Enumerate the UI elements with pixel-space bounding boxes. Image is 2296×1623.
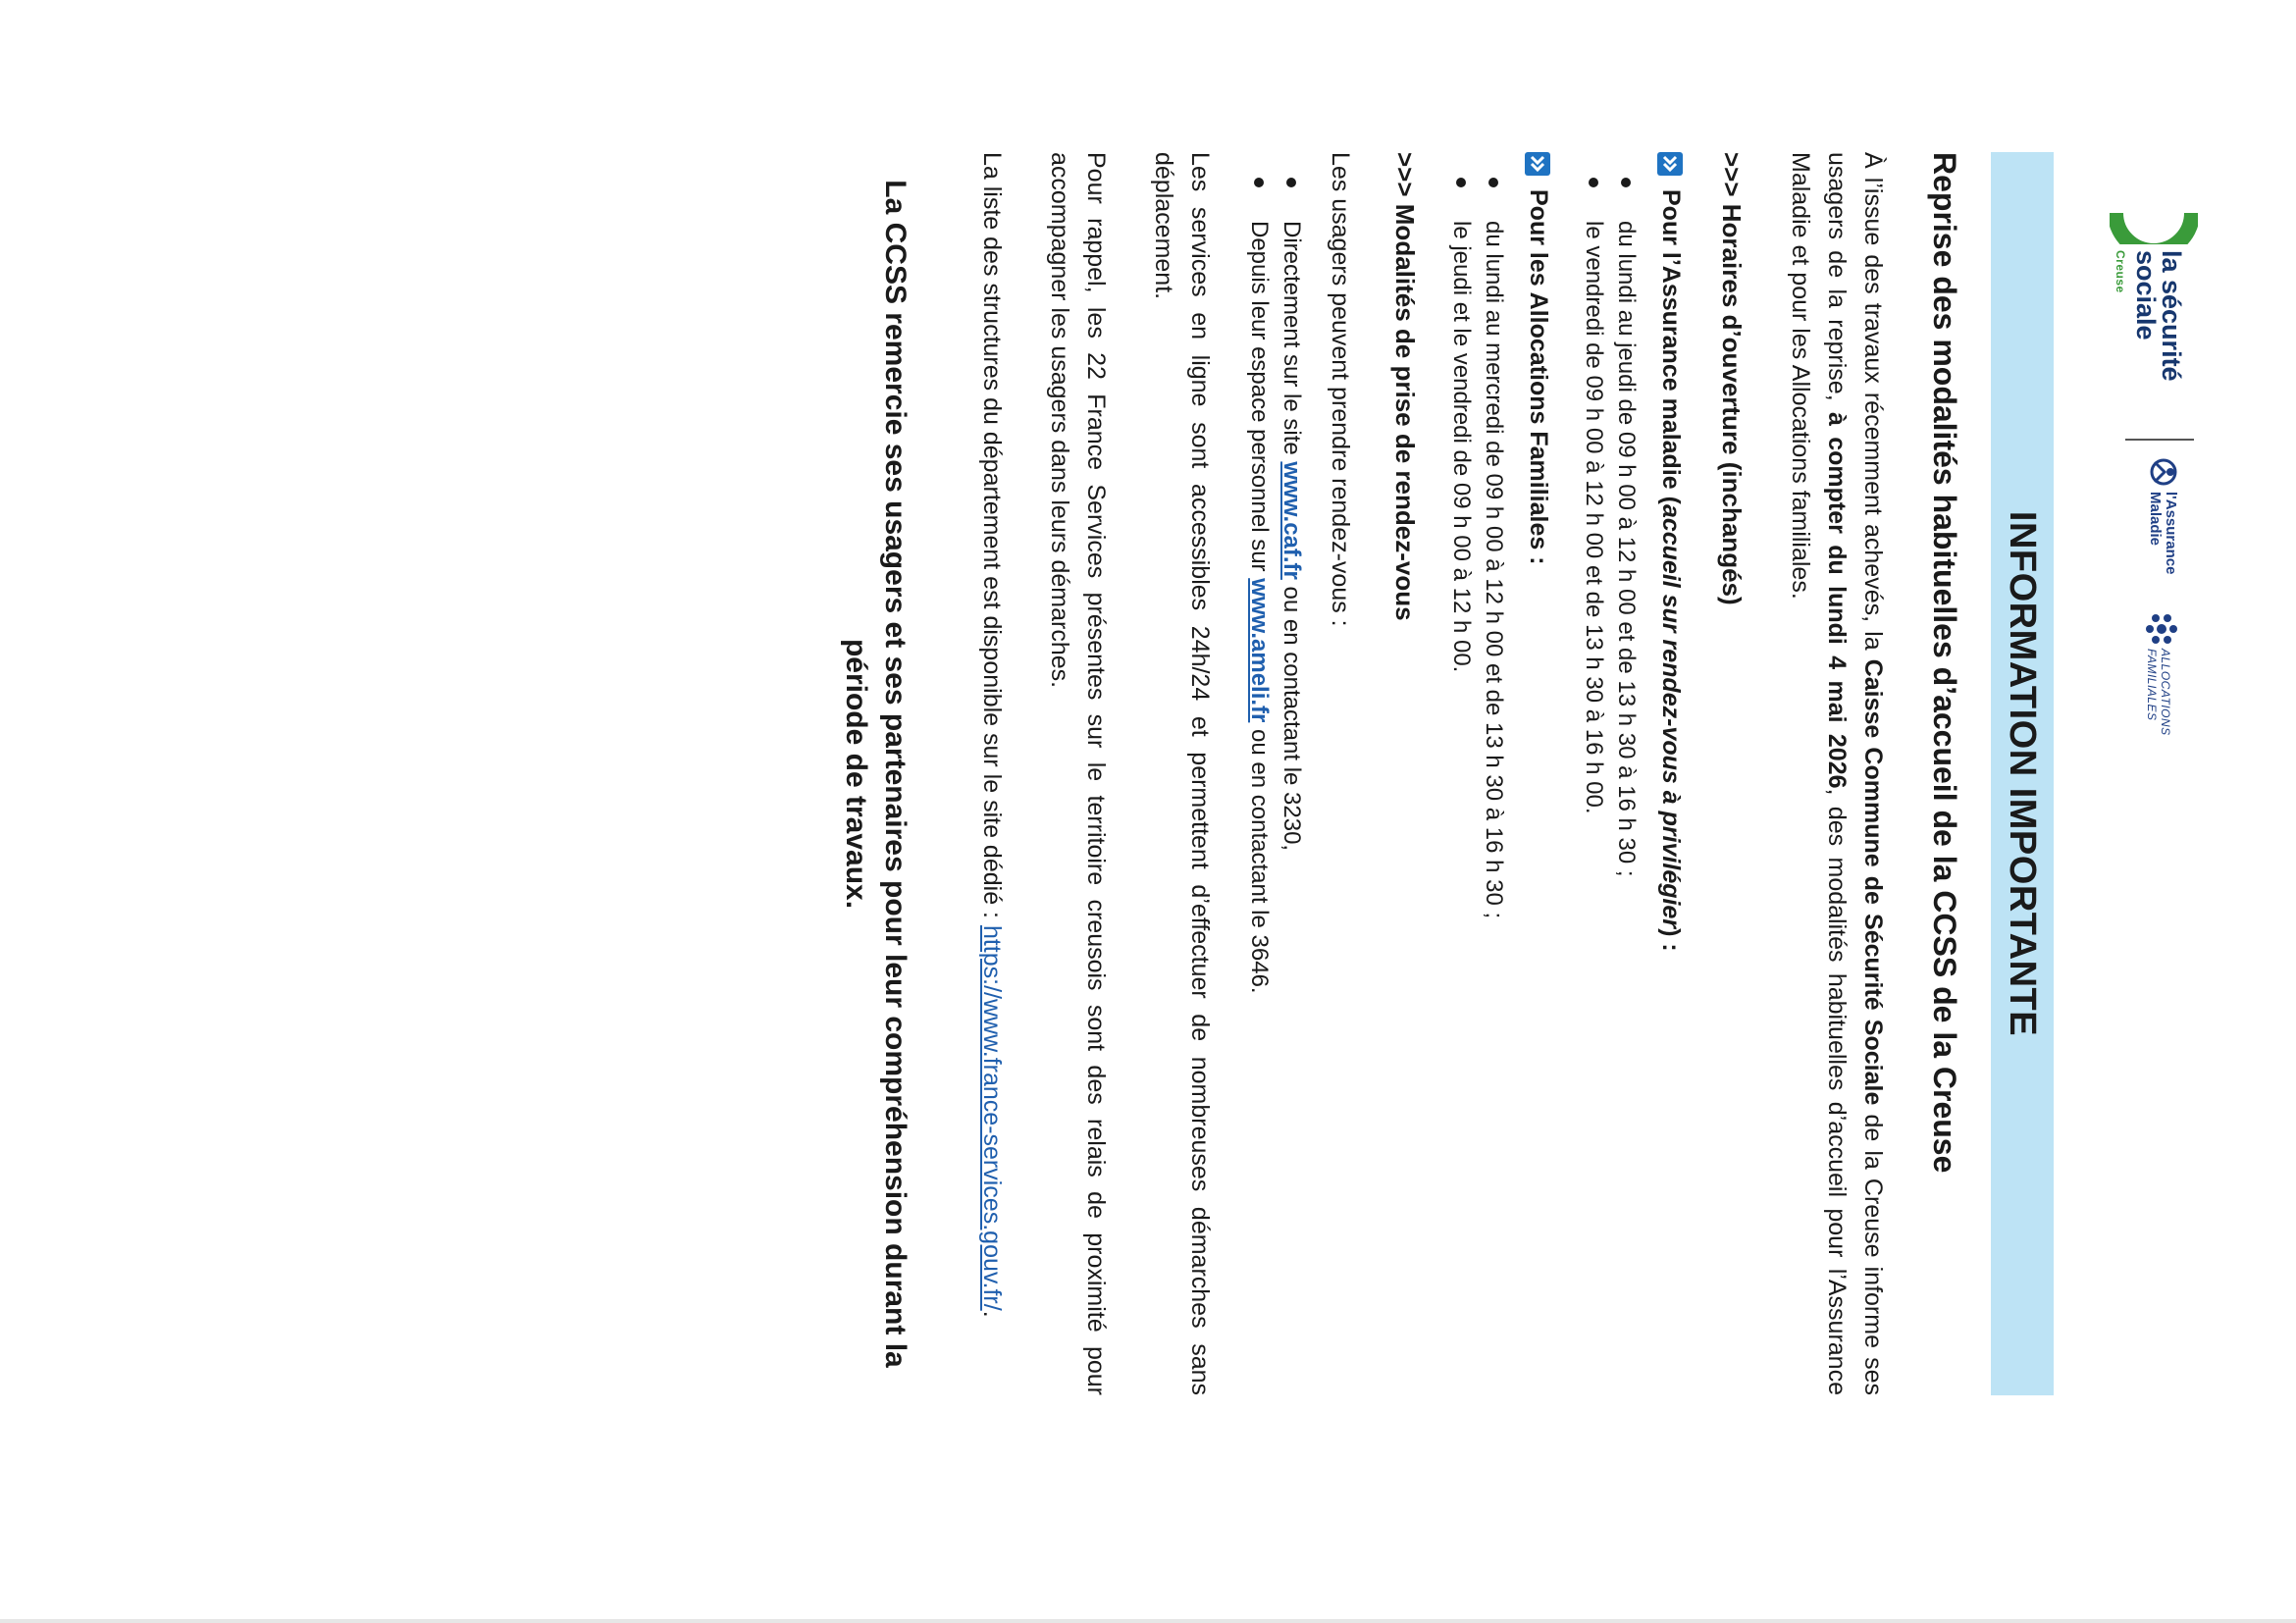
am-heading (1656, 152, 1685, 1395)
info-banner (1991, 152, 2054, 1395)
am-logo-line2: Maladie (2147, 492, 2164, 547)
list-item: du lundi au mercredi de 09 h 00 à 12 h 00 et de 13 h 30 à 16 h 30 ; (1478, 178, 1510, 1395)
af-heading (1524, 152, 1552, 1395)
document-body (836, 152, 1962, 1395)
caf-link[interactable]: www.caf.fr (1278, 461, 1305, 580)
af-logo-line2: FAMILIALES (2145, 649, 2159, 721)
hours-heading: >>> Horaires d’ouverture (inchangés) (1717, 152, 1747, 605)
intro-org: Caisse Commune de Sécurité Sociale (1859, 658, 1887, 1106)
intro-paragraph (1782, 152, 1891, 1395)
am-heading-end: ) : (1657, 928, 1685, 952)
list-item: Depuis leur espace personnel sur www.ameli.fr ou en contactant le 3646. (1243, 178, 1276, 1395)
ameli-link[interactable]: www.ameli.fr (1246, 578, 1273, 723)
rdv-intro: Les usagers peuvent prendre rendez-vous : (1327, 152, 1354, 627)
intro-part1: À l’issue des travaux récemment achevés, la (1859, 152, 1887, 659)
rdv-heading: >>> Modalités de prise de rendez-vous (1390, 152, 1420, 621)
am-logo-line1: l'Assurance (2163, 492, 2179, 575)
online-services-paragraph: Les services en ligne sont accessibles 24h/24 et permettent d’effectuer de nombreuses démarches sans déplacement. (1150, 152, 1214, 1395)
france-services-link[interactable]: https://www.france-services.gouv.fr/ (978, 924, 1006, 1311)
document-title: Reprise des modalités habituelles d’accueil de la CCSS de la Creuse (1927, 152, 1962, 1174)
am-heading-text: Pour l’Assurance maladie ( (1657, 189, 1685, 504)
list-item: le jeudi et le vendredi de 09 h 00 à 12 h 00. (1445, 178, 1478, 1395)
allocations-familiales-logo (2129, 613, 2178, 741)
banner-title: INFORMATION IMPORTANTE (2002, 510, 2044, 1037)
am-hours-list (1578, 152, 1643, 1395)
secu-logo-line2: sociale (2131, 250, 2161, 340)
header-logos (2061, 152, 2208, 1565)
double-chevron-icon (1658, 152, 1684, 176)
logo-separator (2125, 439, 2194, 441)
af-hours-list (1445, 152, 1510, 1395)
double-chevron-icon (1526, 152, 1551, 176)
af-logo-line1: ALLOCATIONS (2159, 649, 2172, 736)
af-heading-text: Pour les Allocations Familiales : (1525, 189, 1552, 565)
list-item: Directement sur le site www.caf.fr ou en contactant le 3230, (1276, 178, 1308, 1395)
scan-edge (0, 1619, 2296, 1623)
assurance-maladie-logo (2131, 456, 2180, 584)
secu-logo-sub: Creuse (2113, 250, 2127, 293)
intro-part2: de la Creuse informe ses usagers de la reprise, (1823, 152, 1887, 1395)
list-item: du lundi au jeudi de 09 h 00 à 12 h 00 et de 13 h 30 à 16 h 30 ; (1610, 178, 1643, 1395)
secu-logo-line1: la sécurité (2157, 250, 2186, 382)
structures-list-text: La liste des structures du département est disponible sur le site dédié : (978, 152, 1006, 918)
rdv-list (1243, 152, 1308, 1395)
list-item: le vendredi de 09 h 00 à 12 h 00 et de 13 h 30 à 16 h 00. (1578, 178, 1610, 1395)
secu-logo-icon (2110, 174, 2198, 244)
securite-sociale-logo (2090, 174, 2198, 429)
rotated-document (88, 152, 2208, 1565)
allocations-familiales-logo-icon (2145, 613, 2178, 645)
structures-list-paragraph: La liste des structures du département est disponible sur le site dédié : https://www.france-services.gouv.fr/. (978, 152, 1006, 1318)
closing-statement: La CCSS remercie ses usagers et ses partenaires pour leur compréhension durant la période de travaux. (840, 180, 912, 1368)
france-services-paragraph: Pour rappel, les 22 France Services présentes sur le territoire creusois sont des relais de proximité pour accompagner les usagers dans leurs démarches. (1046, 152, 1110, 1395)
intro-part3: , des modalités habituelles d’accueil pour l’Assurance Maladie et pour les Allocations familiales. (1787, 152, 1851, 1395)
assurance-maladie-logo-icon (2147, 456, 2180, 488)
intro-date: à compter du lundi 4 mai 2026 (1823, 412, 1851, 789)
am-heading-emphasis: accueil sur rendez-vous à privilégier (1657, 503, 1685, 929)
